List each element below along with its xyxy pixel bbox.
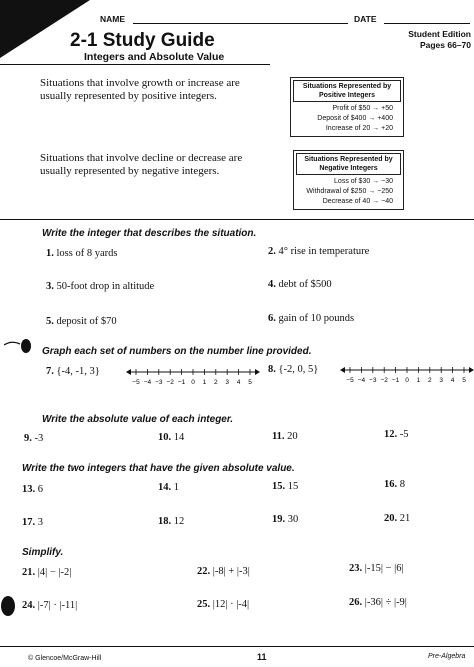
problem-number: 18. (158, 516, 172, 527)
page-number: 11 (257, 652, 267, 662)
problem-2 (268, 246, 369, 257)
number-line-label: −4 (357, 377, 366, 384)
number-line-label: −2 (380, 377, 388, 384)
number-line-label: 1 (416, 377, 421, 384)
number-line-label: −5 (132, 379, 140, 386)
problem-text: 4° rise in temperature (278, 246, 370, 257)
problem-text: 3 (37, 517, 43, 528)
section-heading-absolute-value: Write the absolute value of each integer. (42, 414, 233, 425)
problem-14 (158, 482, 179, 493)
problem-number: 13. (22, 484, 36, 495)
footer-rule (0, 646, 474, 647)
number-line-label: 3 (225, 379, 230, 386)
problem-12 (384, 429, 409, 440)
section-heading-graph: Graph each set of numbers on the number line provided. (42, 346, 312, 357)
right-arrow-icon (469, 367, 474, 373)
problem-text: loss of 8 yards (56, 248, 118, 259)
negative-box-row: Decrease of 40 → −40 (322, 198, 393, 205)
positive-box-row: Profit of $50 → +50 (332, 105, 393, 112)
problem-text: deposit of $70 (56, 316, 117, 327)
number-line-label: 3 (439, 377, 444, 384)
negative-box-heading-line-2: Negative Integers (319, 165, 378, 172)
problem-number: 15. (272, 481, 286, 492)
section-heading-integer: Write the integer that describes the situation. (42, 228, 257, 239)
problem-text: 8 (399, 479, 405, 490)
problem-18 (158, 516, 184, 527)
negative-box-row: Withdrawal of $250 → −250 (306, 188, 393, 195)
problem-text: 20 (287, 431, 298, 442)
problem-number: 22. (197, 566, 211, 577)
problem-text: 15 (287, 481, 299, 492)
positive-box-heading (293, 80, 401, 102)
name-label: NAME (100, 14, 126, 24)
left-arrow-icon (340, 367, 345, 373)
hole-punch-mark (4, 336, 32, 354)
problem-number: 23. (349, 563, 363, 574)
problem-number: 11. (272, 431, 285, 442)
problem-13 (22, 484, 43, 495)
number-line-label: −5 (346, 377, 354, 384)
number-line-label: −3 (369, 377, 377, 384)
problem-17 (22, 517, 43, 528)
title-rule (0, 64, 270, 65)
intro-positive (40, 77, 240, 103)
problem-number: 26. (349, 597, 363, 608)
number-line-8[interactable] (340, 362, 474, 386)
intro-divider (0, 219, 474, 220)
problem-number: 3. (46, 281, 54, 292)
course-name: Pre-Algebra (428, 653, 466, 660)
problem-23 (349, 563, 404, 574)
problem-text: -3 (34, 433, 44, 444)
number-line-label: −1 (177, 379, 186, 386)
problem-number: 10. (158, 432, 172, 443)
positive-integers-box (290, 77, 404, 137)
problem-25 (197, 599, 249, 610)
problem-text: 30 (287, 514, 299, 525)
problem-text: {-2, 0, 5} (278, 364, 319, 375)
problem-text: |-36| ÷ |-9| (364, 597, 407, 608)
edition-label: Student Edition (408, 29, 471, 39)
negative-box-heading (296, 153, 401, 175)
problem-text: 12 (173, 516, 185, 527)
left-arrow-icon (126, 369, 131, 375)
problem-number: 2. (268, 246, 276, 257)
problem-number: 20. (384, 513, 398, 524)
right-arrow-icon (255, 369, 260, 375)
problem-21 (22, 567, 71, 578)
intro-negative-line-1: Situations that involve decline or decrease are (40, 152, 243, 164)
page-subtitle: Integers and Absolute Value (84, 51, 225, 63)
problem-8 (268, 364, 318, 375)
positive-box-row: Increase of 20 → +20 (325, 125, 393, 132)
problem-number: 9. (24, 433, 32, 444)
problem-7 (46, 366, 100, 377)
number-line-label: 1 (202, 379, 207, 386)
problem-text: {-4, -1, 3} (56, 366, 100, 377)
problem-19 (272, 514, 298, 525)
number-line-label: −1 (391, 377, 400, 384)
problem-number: 1. (46, 248, 54, 259)
problem-16 (384, 479, 405, 490)
intro-positive-line-2: usually represented by positive integers. (40, 90, 217, 102)
section-heading-two-integers: Write the two integers that have the given absolute value. (22, 463, 295, 474)
problem-text: |-8| + |-3| (212, 566, 250, 577)
hole-punch-mark (1, 596, 15, 616)
problem-24 (22, 600, 77, 611)
problem-number: 6. (268, 313, 276, 324)
negative-box-row: Loss of $30 → −30 (334, 178, 393, 185)
problem-text: |12| · |-4| (212, 599, 250, 610)
number-line-label: −4 (143, 379, 152, 386)
number-line-label: −3 (155, 379, 163, 386)
problem-number: 19. (272, 514, 286, 525)
problem-text: |-7| · |-11| (37, 600, 78, 611)
date-field[interactable] (384, 23, 470, 24)
problem-number: 16. (384, 479, 398, 490)
section-heading-simplify: Simplify. (22, 547, 64, 558)
problem-22 (197, 566, 250, 577)
problem-3 (46, 281, 154, 292)
copyright: © Glencoe/McGraw-Hill (28, 655, 102, 662)
problem-number: 24. (22, 600, 36, 611)
positive-box-row: Deposit of $400 → +400 (317, 115, 393, 122)
intro-negative-line-2: usually represented by negative integers. (40, 165, 220, 177)
problem-number: 7. (46, 366, 54, 377)
problem-text: 50-foot drop in altitude (56, 281, 155, 292)
number-line-label: −2 (166, 379, 174, 386)
problem-number: 25. (197, 599, 211, 610)
number-line-label: 5 (248, 379, 252, 386)
problem-text: debt of $500 (278, 279, 332, 290)
page-title: 2-1 Study Guide (70, 30, 215, 51)
positive-box-heading-line-1: Situations Represented by (302, 83, 392, 90)
positive-box-heading-line-2: Positive Integers (318, 92, 376, 99)
pages-label: Pages 66–70 (419, 40, 471, 50)
negative-integers-box (293, 150, 404, 210)
number-line-label: 4 (236, 379, 241, 386)
problem-text: -5 (399, 429, 409, 440)
problem-text: 1 (173, 482, 179, 493)
intro-positive-line-1: Situations that involve growth or increase are (40, 77, 240, 89)
problem-number: 5. (46, 316, 54, 327)
problem-20 (384, 513, 410, 524)
problem-text: |-15| − |6| (364, 563, 404, 574)
problem-5 (46, 316, 117, 327)
problem-text: 21 (399, 513, 411, 524)
number-line-label: 5 (462, 377, 466, 384)
problem-4 (268, 279, 332, 290)
problem-9 (24, 433, 43, 444)
problem-number: 8. (268, 364, 276, 375)
problem-number: 21. (22, 567, 36, 578)
negative-box-heading-line-1: Situations Represented by (304, 156, 393, 163)
number-line-label: 2 (427, 377, 432, 384)
name-field[interactable] (133, 23, 348, 24)
problem-26 (349, 597, 407, 608)
problem-1 (46, 248, 117, 259)
problem-10 (158, 432, 184, 443)
number-line-label: 0 (405, 377, 409, 384)
problem-15 (272, 481, 298, 492)
number-line-label: 0 (191, 379, 195, 386)
problem-number: 17. (22, 517, 36, 528)
problem-text: 14 (173, 432, 185, 443)
problem-text: gain of 10 pounds (278, 313, 355, 324)
problem-6 (268, 313, 354, 324)
intro-negative (40, 152, 242, 178)
problem-text: |4| − |-2| (37, 567, 72, 578)
number-line-7[interactable] (126, 364, 260, 388)
problem-11 (272, 431, 298, 442)
date-label: DATE (354, 14, 377, 24)
number-line-label: 4 (450, 377, 455, 384)
problem-text: 6 (37, 484, 43, 495)
problem-number: 14. (158, 482, 172, 493)
problem-number: 4. (268, 279, 276, 290)
problem-number: 12. (384, 429, 398, 440)
number-line-label: 2 (213, 379, 218, 386)
